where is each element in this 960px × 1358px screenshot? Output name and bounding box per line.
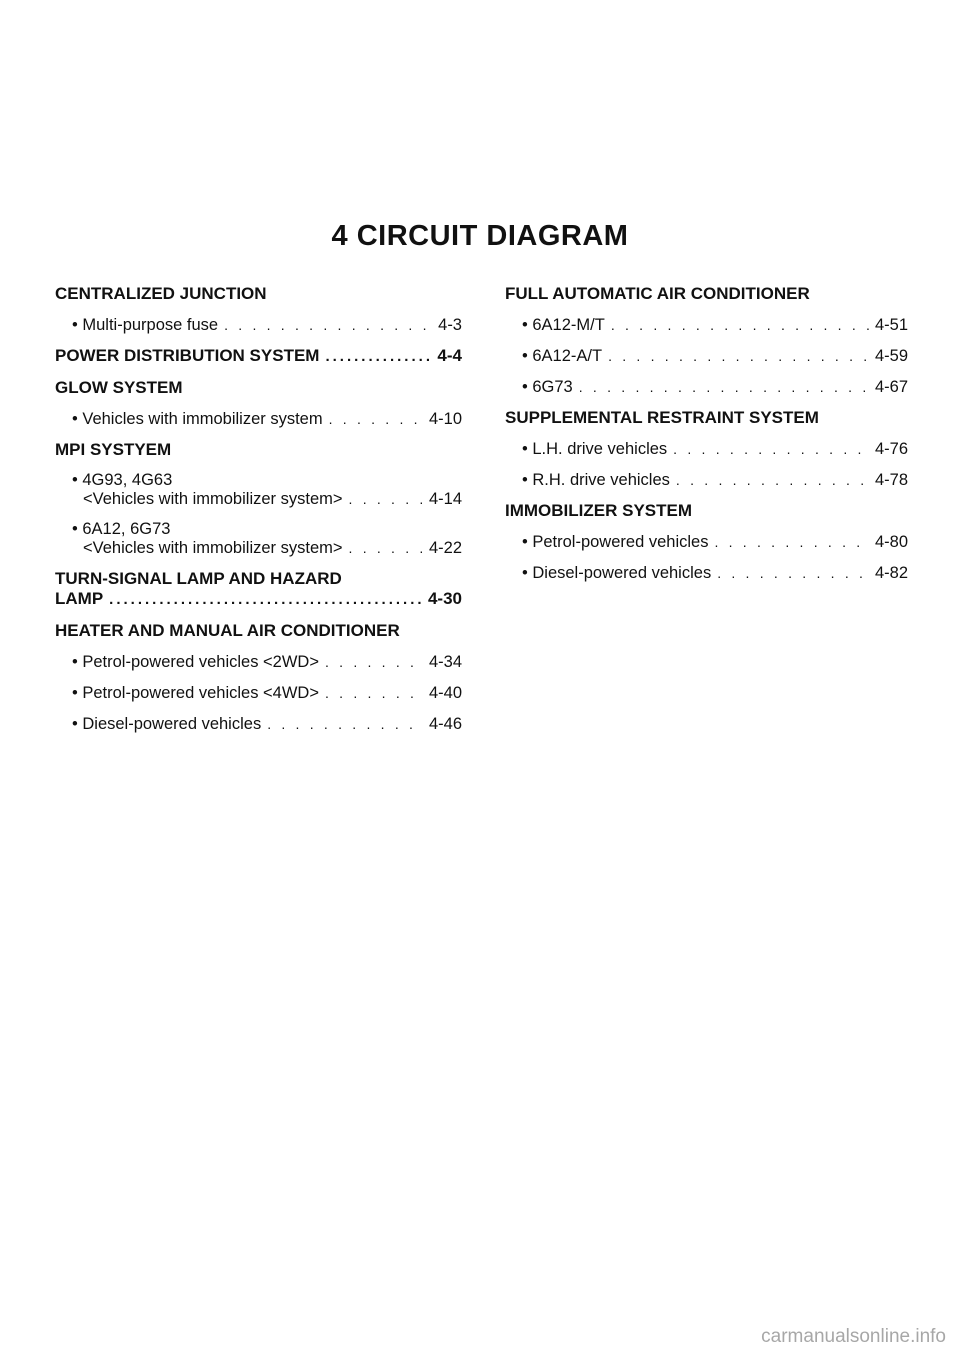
toc-item-srs-rh[interactable] xyxy=(505,470,908,490)
toc-heading-heater: HEATER AND MANUAL AIR CONDITIONER xyxy=(55,621,400,640)
toc-item-heater-4wd[interactable] xyxy=(55,683,462,703)
toc-page-number: 4-59 xyxy=(874,347,908,365)
toc-item-label: • Diesel-powered vehicles xyxy=(522,564,712,582)
dot-leader xyxy=(673,439,869,459)
dot-leader xyxy=(714,532,869,552)
toc-page-number: 4-22 xyxy=(428,539,462,557)
toc-item-ac-6a12-at[interactable] xyxy=(505,346,908,366)
toc-page-number: 4-34 xyxy=(428,653,462,671)
toc-heading-immobilizer: IMMOBILIZER SYSTEM xyxy=(505,501,692,520)
toc-heading-label: LAMP xyxy=(55,589,104,608)
toc-item-label: • Vehicles with immobilizer system xyxy=(72,410,323,428)
dot-leader xyxy=(349,539,423,558)
toc-item-label: • Diesel-powered vehicles xyxy=(72,715,262,733)
dot-leader xyxy=(676,470,869,490)
toc-item-label: • Petrol-powered vehicles <2WD> xyxy=(72,653,319,671)
toc-page-number: 4-82 xyxy=(874,564,908,582)
toc-item-ac-6g73[interactable] xyxy=(505,377,908,397)
toc-heading-line1: TURN-SIGNAL LAMP AND HAZARD xyxy=(55,569,342,588)
toc-item-heater-diesel[interactable] xyxy=(55,714,462,734)
toc-item-label: • Petrol-powered vehicles <4WD> xyxy=(72,684,319,702)
toc-item-label: • L.H. drive vehicles xyxy=(522,440,668,458)
toc-page-number: 4-10 xyxy=(428,410,462,428)
dot-leader xyxy=(267,714,423,734)
toc-heading-full-auto-ac: FULL AUTOMATIC AIR CONDITIONER xyxy=(505,284,810,303)
toc-item-glow-immobilizer[interactable] xyxy=(55,409,462,429)
toc-item-label: • 6A12-A/T xyxy=(522,347,603,365)
dot-leader xyxy=(325,683,423,703)
toc-heading-glow-system: GLOW SYSTEM xyxy=(55,378,183,397)
toc-item-srs-lh[interactable] xyxy=(505,439,908,459)
toc-item-label: • Petrol-powered vehicles xyxy=(522,533,709,551)
toc-page-number: 4-40 xyxy=(428,684,462,702)
toc-heading-srs: SUPPLEMENTAL RESTRAINT SYSTEM xyxy=(505,408,819,427)
toc-item-label: • 6A12-M/T xyxy=(522,316,605,334)
toc-left-column xyxy=(55,284,462,745)
dot-leader xyxy=(611,315,869,335)
dot-leader xyxy=(329,409,423,429)
watermark-footer: carmanualsonline.info xyxy=(761,1326,946,1347)
toc-item-label: • R.H. drive vehicles xyxy=(522,471,670,489)
toc-item-ac-6a12-mt[interactable] xyxy=(505,315,908,335)
toc-page-number: 4-67 xyxy=(874,378,908,396)
dot-leader xyxy=(608,346,869,366)
toc-heading-power-distribution[interactable] xyxy=(55,346,462,367)
toc-page-number: 4-14 xyxy=(428,490,462,508)
toc-item-line1: • 6A12, 6G73 xyxy=(72,520,171,538)
dot-leader xyxy=(109,590,422,610)
toc-item-label: • Multi-purpose fuse xyxy=(72,316,219,334)
dot-leader xyxy=(325,347,431,367)
toc-item-heater-2wd[interactable] xyxy=(55,652,462,672)
toc-page-number: 4-51 xyxy=(874,316,908,334)
toc-item-mpi-4g93[interactable] xyxy=(55,471,462,509)
toc-page-number: 4-4 xyxy=(437,346,462,365)
toc-heading-label: POWER DISTRIBUTION SYSTEM xyxy=(55,346,320,365)
toc-heading-turn-signal[interactable] xyxy=(55,569,462,610)
toc-page-number: 4-30 xyxy=(427,589,462,608)
toc-item-immo-diesel[interactable] xyxy=(505,563,908,583)
dot-leader xyxy=(717,563,869,583)
toc-item-multi-purpose-fuse[interactable] xyxy=(55,315,462,335)
dot-leader xyxy=(325,652,423,672)
toc-page-number: 4-76 xyxy=(874,440,908,458)
toc-page-number: 4-46 xyxy=(428,715,462,733)
page-title: 4 CIRCUIT DIAGRAM xyxy=(331,220,629,252)
dot-leader xyxy=(579,377,869,397)
toc-item-label: <Vehicles with immobilizer system> xyxy=(83,490,343,508)
toc-right-column xyxy=(505,284,908,594)
toc-page-number: 4-78 xyxy=(874,471,908,489)
toc-item-label: • 6G73 xyxy=(522,378,573,396)
dot-leader xyxy=(224,315,432,335)
toc-heading-centralized-junction: CENTRALIZED JUNCTION xyxy=(55,284,267,303)
toc-item-immo-petrol[interactable] xyxy=(505,532,908,552)
toc-item-line1: • 4G93, 4G63 xyxy=(72,471,173,489)
toc-heading-mpi-system: MPI SYSTYEM xyxy=(55,440,172,459)
toc-item-mpi-6a12[interactable] xyxy=(55,520,462,558)
toc-page-number: 4-3 xyxy=(438,316,462,334)
dot-leader xyxy=(349,490,423,509)
toc-item-label: <Vehicles with immobilizer system> xyxy=(83,539,343,557)
toc-page-number: 4-80 xyxy=(874,533,908,551)
